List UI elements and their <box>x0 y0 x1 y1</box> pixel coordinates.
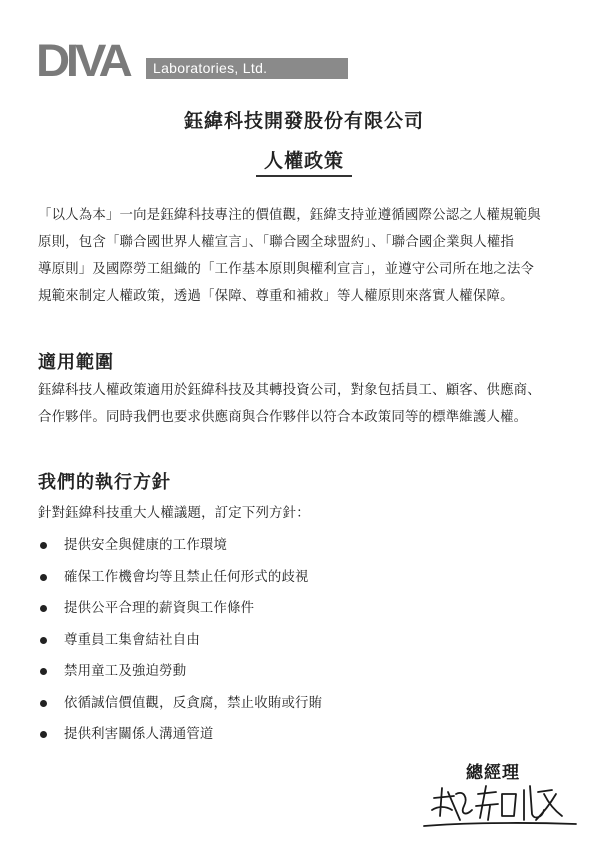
scope-heading: 適用範圍 <box>38 352 114 373</box>
scope-line: 鈺緯科技人權政策適用於鈺緯科技及其轉投資公司，對象包括員工、顧客、供應商、 <box>38 383 541 398</box>
intro-line: 導原則」及國際勞工組織的「工作基本原則與權利宣言」，並遵守公司所在地之法令 <box>38 262 535 277</box>
list-item-text: 尊重員工集會結社自由 <box>64 632 200 648</box>
list-item <box>38 625 558 657</box>
list-item <box>38 530 558 562</box>
list-item-text: 提供公平合理的薪資與工作條件 <box>64 601 255 616</box>
general-manager-title: 總經理 <box>466 763 520 783</box>
bullet-icon <box>40 605 47 612</box>
scope-paragraph <box>38 377 578 431</box>
policy-title: 人權政策 <box>256 146 352 177</box>
logo-tagline: Laboratories, Ltd. <box>146 58 348 79</box>
list-item-text: 提供利害關係人溝通管道 <box>64 727 214 742</box>
company-name: 鈺緯科技開發股份有限公司 <box>183 110 424 132</box>
handwritten-signature <box>420 776 580 832</box>
policy-lead: 針對鈺緯科技重大人權議題，訂定下列方針： <box>38 506 310 521</box>
intro-line: 「以人為本」一向是鈺緯科技專注的價值觀，鈺緯支持並遵循國際公認之人權規範與 <box>38 208 541 223</box>
policy-list <box>38 530 558 751</box>
list-item <box>38 688 558 720</box>
bullet-icon <box>40 668 47 675</box>
bullet-icon <box>40 574 47 581</box>
bullet-icon <box>40 700 47 707</box>
bullet-icon <box>40 542 47 549</box>
list-item <box>38 562 558 594</box>
logo-mark: DIVA <box>36 35 129 86</box>
bullet-icon <box>40 731 47 738</box>
scope-line: 合作夥伴。同時我們也要求供應商與合作夥伴以符合本政策同等的標準維護人權。 <box>38 410 528 425</box>
list-item-text: 依循誠信價值觀，反貪腐，禁止收賄或行賄 <box>64 695 323 711</box>
list-item <box>38 719 558 751</box>
list-item-text: 提供安全與健康的工作環境 <box>64 538 228 553</box>
list-item-text: 確保工作機會均等且禁止任何形式的歧視 <box>64 569 309 585</box>
intro-line: 規範來制定人權政策，透過「保障、尊重和補救」等人權原則來落實人權保障。 <box>38 289 514 304</box>
list-item <box>38 656 558 688</box>
policy-heading: 我們的執行方針 <box>38 472 171 493</box>
bullet-icon <box>40 637 47 644</box>
policy-title-wrap <box>0 146 608 177</box>
intro-paragraph <box>38 202 578 310</box>
list-item-text: 禁用童工及強迫勞動 <box>64 664 187 679</box>
intro-line: 原則，包含「聯合國世界人權宣言」、「聯合國全球盟約」、「聯合國企業與人權指 <box>38 235 515 250</box>
list-item <box>38 593 558 625</box>
diva-logo <box>36 35 316 86</box>
